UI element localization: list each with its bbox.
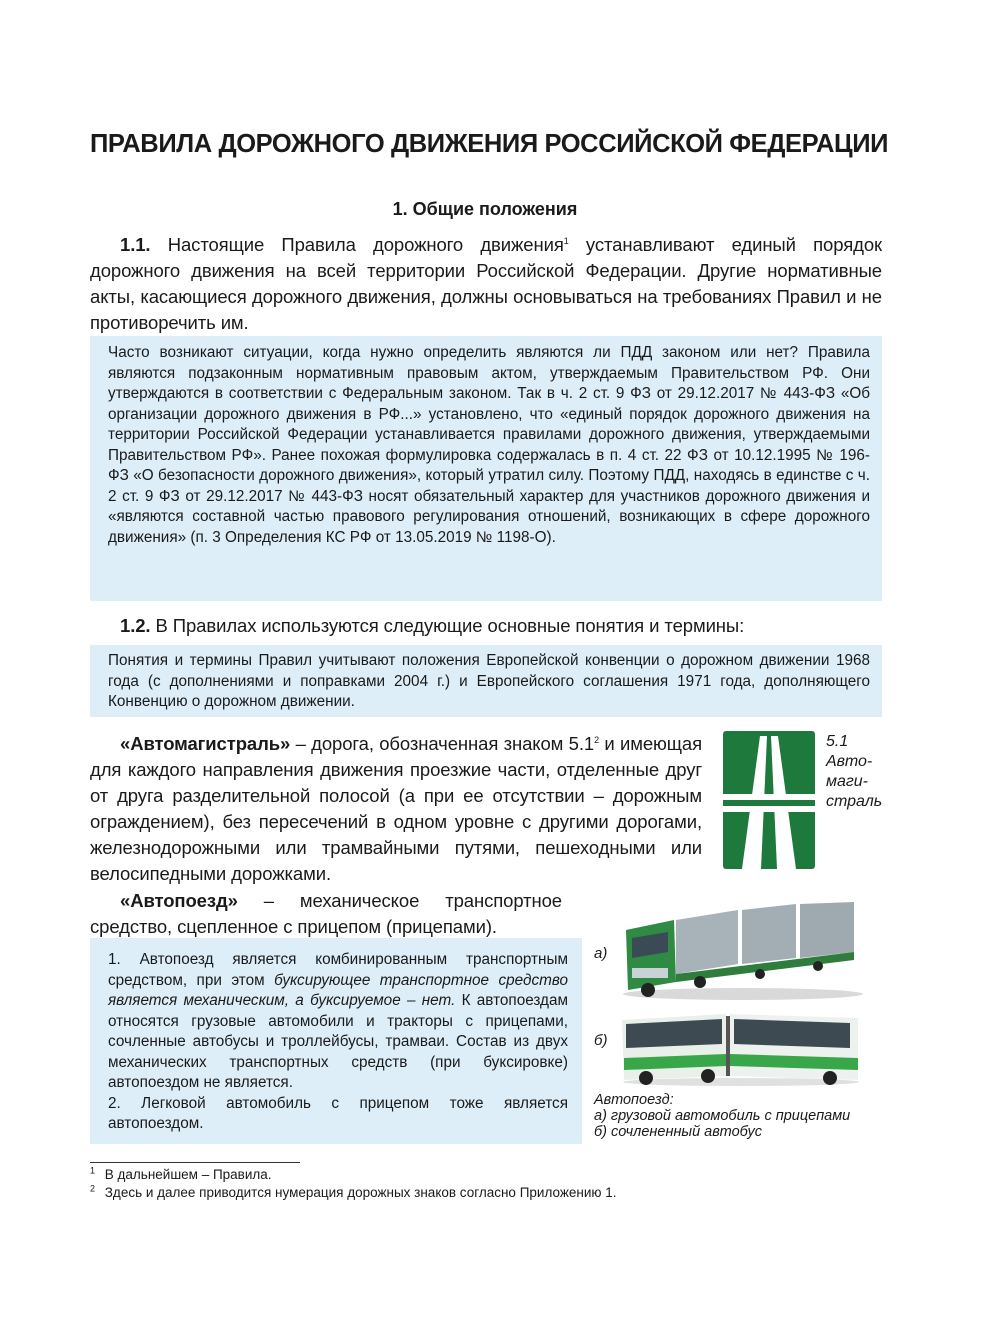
definition-avtopoezd <box>90 888 562 940</box>
footnote-divider <box>90 1162 300 1163</box>
section-heading-text: 1. Общие положения <box>392 199 578 219</box>
sign-number: 5.1 <box>826 733 849 750</box>
commentary-text-part: К автопоездам относятся грузовые автомобили и тракторы с прицепами, сочленные автобусы и троллейбусы, трамваи. Состав из двух механических транспортных средств (при буксировке) автопоездом не является. <box>108 992 569 1091</box>
footnote-ref: 1 <box>563 235 569 246</box>
commentary-text: Понятия и термины Правил учитывают положения Европейской конвенции о дорожном движении 1968 года (с дополнениями и поправками 2004 г.) и Европейского соглашения 1971 года, дополняющего Конвенцию о дорожном движении. <box>108 652 870 710</box>
section-heading <box>0 199 1000 220</box>
paragraph-text: устанавливают единый порядок дорожного движения на всей территории Российской Федерации. Другие нормативные акты, касающиеся дорожного движения, должны основываться на требованиях Правил и не противоречить им. <box>90 234 882 333</box>
term: «Автомагистраль» <box>120 733 291 754</box>
sign-label: страль <box>826 793 883 810</box>
paragraph-number: 1.1. <box>120 234 151 255</box>
footnote-mark: 1 <box>90 1165 96 1176</box>
motorway-sign-icon <box>720 728 818 872</box>
paragraph-number: 1.2. <box>120 615 151 636</box>
commentary-text <box>108 950 568 1094</box>
figure-label-b: б) <box>594 1032 608 1049</box>
figure-caption-item: б) сочлененный автобус <box>594 1124 762 1140</box>
term: «Автопоезд» <box>120 890 238 911</box>
footnote-text: Здесь и далее приводится нумерация дорожных знаков согласно Приложению 1. <box>104 1185 617 1200</box>
commentary-text: Часто возникают ситуации, когда нужно определить являются ли ПДД законом или нет? Правила являются подзаконным нормативным правовым актом, утверждаемым Правительством РФ. Они утверждаются в соответствии с Федеральным законом. Так в ч. 2 ст. 9 ФЗ от 29.12.2017 № 443-ФЗ «Об организации дорожного движения в РФ...» установлено, что «единый порядок дорожного движения на территории Российской Федерации устанавливается правилами дорожного движения, утверждаемыми Правительством РФ». Ранее похожая формулировка содержалась в п. 4 ст. 22 ФЗ от 10.12.1995 № 196-ФЗ «О безопасности дорожного движения», который утратил силу. Поэтому ПДД, находясь в единстве с ч. 2 ст. 9 ФЗ от 29.12.2017 № 443-ФЗ носят обязательный характер для участников дорожного движения и «являются составной частью правового регулирования отношений, возникающих в сфере дорожного движения» (п. 3 Определения КС РФ от 13.05.2019 № 1198-О). <box>108 344 870 546</box>
figure-caption-title: Автопоезд: <box>594 1092 674 1108</box>
definition-text: и имеющая для каждого направления движения проезжие части, отделенные друг от друга разделительной полосой (а при ее отсутствии – дорожным ограждением), без пересечений в одном уровне с другими дорогами, железнодорожными или трамвайными путями, пешеходными или велосипедными дорожками. <box>90 733 703 884</box>
definition-text: – механическое транспортное средство, сцепленное с прицепом (прицепами). <box>90 890 562 937</box>
footnote-text: В дальнейшем – Правила. <box>104 1167 272 1182</box>
commentary-box <box>90 645 882 717</box>
page-title: ПРАВИЛА ДОРОЖНОГО ДВИЖЕНИЯ РОССИЙСКОЙ ФЕДЕРАЦИИ <box>90 130 889 158</box>
footnote-ref: 2 <box>594 734 599 745</box>
sign-caption <box>826 732 906 812</box>
paragraph-text: Настоящие Правила дорожного движения <box>150 234 564 255</box>
sign-label: маги- <box>826 773 868 790</box>
footnote-mark: 2 <box>90 1183 96 1194</box>
articulated-bus-image <box>618 1010 864 1086</box>
footnote-2 <box>90 1184 617 1201</box>
paragraph-1-1 <box>90 232 882 336</box>
motorway-sign <box>720 728 818 872</box>
commentary-text-part: 1. Автопоезд является комбинированным транспортным средством, при этом <box>108 951 568 989</box>
definition-text: – дорога, обозначенная знаком 5.1 <box>290 733 595 754</box>
truck-with-trailers-image <box>618 902 868 1002</box>
commentary-box <box>90 336 882 601</box>
commentary-text-italic: буксирующее транспортное средство является механическим, а буксируемое – нет. <box>108 971 568 1009</box>
paragraph-text: В Правилах используются следующие основные понятия и термины: <box>150 615 745 636</box>
sign-label: Авто- <box>826 753 873 770</box>
paragraph-1-2 <box>90 613 882 639</box>
figure-label-a: а) <box>594 945 608 962</box>
figure-caption <box>594 1092 894 1140</box>
footnote-1 <box>90 1166 272 1183</box>
figure-caption-item: а) грузовой автомобиль с прицепами <box>594 1108 851 1124</box>
definition-avtomagistral <box>90 731 702 887</box>
commentary-box <box>90 938 582 1144</box>
commentary-text: 2. Легковой автомобиль с прицепом тоже является автопоездом. <box>108 1094 568 1132</box>
